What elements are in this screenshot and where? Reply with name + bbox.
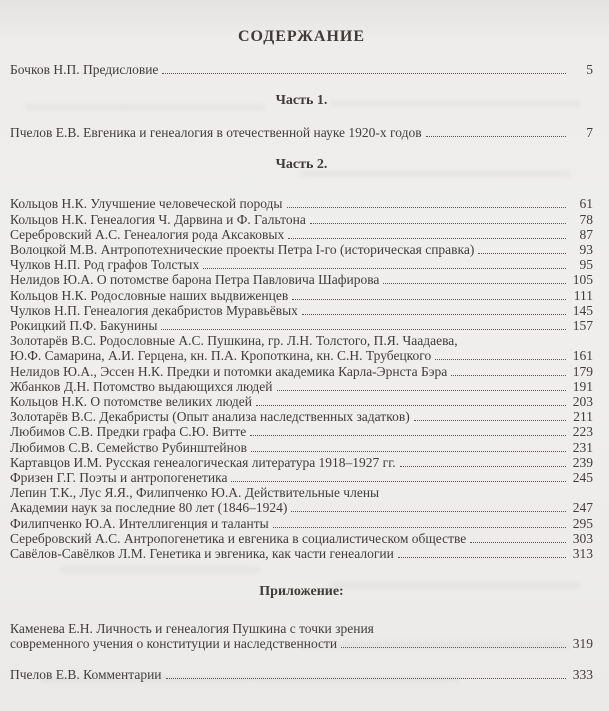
dot-leader — [256, 394, 566, 406]
entry-title: Картавцов И.М. Русская генеалогическая литература 1918–1927 гг. — [10, 454, 396, 470]
dot-leader — [398, 546, 566, 558]
toc-section — [10, 93, 593, 140]
section-heading: Приложение: — [259, 584, 344, 600]
toc-entry-row — [10, 348, 593, 363]
entry-title: Золотарёв В.С. Родословные А.С. Пушкина, гр. Л.Н. Толстого, П.Я. Чаадаева, — [10, 333, 458, 349]
dot-leader — [470, 531, 566, 543]
toc-sections — [10, 62, 593, 682]
entry-title: Нелидов Ю.А., Эссен Н.К. Предки и потомки академика Карла-Эрнста Бэра — [10, 363, 448, 379]
toc-section — [10, 157, 593, 561]
toc-entry-row — [10, 546, 593, 561]
entry-title: Пчелов Е.В. Комментарии — [10, 666, 162, 682]
entry-title: Кольцов Н.К. Улучшение человеческой породы — [10, 196, 283, 212]
entry-title: Академии наук за последние 80 лет (1846–1924) — [10, 500, 288, 516]
toc-entry-row — [10, 394, 593, 409]
entry-title: Каменева Е.Н. Личность и генеалогия Пушкина с точки зрения — [10, 621, 374, 637]
entry-page-number: 333 — [572, 666, 593, 682]
entry-page-number: 247 — [572, 500, 593, 516]
section-heading: Часть 2. — [275, 157, 328, 173]
entry-page-number: 5 — [586, 62, 593, 77]
entry-title: Нелидов Ю.А. О потомстве барона Петра Павловича Шафирова — [10, 272, 380, 288]
dot-leader — [273, 516, 566, 528]
entry-page-number: 211 — [573, 409, 593, 425]
entry-page-number: 95 — [579, 257, 593, 273]
dot-leader — [251, 440, 566, 452]
dot-leader — [277, 379, 566, 391]
dot-leader — [426, 125, 566, 137]
toc-entry-row — [10, 272, 593, 287]
entry-page-number: 245 — [572, 470, 593, 486]
toc-section — [10, 584, 593, 682]
entry-title: Пчелов Е.В. Евгеника и генеалогия в отечественной науке 1920-х годов — [10, 125, 422, 141]
entry-title: Ю.Ф. Самарина, А.И. Герцена, кн. П.А. Кропоткина, кн. С.Н. Трубецкого — [10, 348, 432, 364]
entry-title: Любимов С.В. Семейство Рубинштейнов — [10, 439, 247, 455]
toc-entry-row-continued — [10, 333, 593, 348]
toc-entry-row — [10, 242, 593, 257]
dot-leader — [250, 424, 566, 436]
toc-entry-row — [10, 288, 593, 303]
toc-entry-row — [10, 364, 593, 379]
toc-entry-row — [10, 318, 593, 333]
entry-title: Кольцов Н.К. О потомстве великих людей — [10, 394, 253, 410]
entry-title: Филипченко Ю.А. Интеллигенция и таланты — [10, 515, 269, 531]
entry-title: Чулков Н.П. Род графов Толстых — [10, 257, 200, 273]
toc-entry-row — [10, 516, 593, 531]
dot-leader — [302, 303, 566, 315]
toc-entry-row — [10, 303, 593, 318]
page-title: СОДЕРЖАНИЕ — [237, 28, 366, 45]
dot-leader — [292, 288, 566, 300]
dot-leader — [288, 227, 566, 239]
entry-page-number: 319 — [572, 636, 593, 652]
toc-entry-row — [10, 62, 593, 77]
toc-entry-row — [10, 424, 593, 439]
entry-page-number: 78 — [579, 211, 593, 227]
toc-entry-row — [10, 379, 593, 394]
entry-page-number: 87 — [579, 226, 593, 242]
dot-leader — [231, 470, 566, 482]
entry-title: современного учения о конституции и наследственности — [10, 636, 338, 652]
entry-title: Волоцкой М.В. Антропотехнические проекты Петра I-го (историческая справка) — [10, 242, 475, 258]
entry-title: Лепин Т.К., Лус Я.Я., Филипченко Ю.А. Действительные члены — [10, 485, 380, 501]
toc-entry-row — [10, 470, 593, 485]
section-heading: Часть 1. — [275, 93, 328, 109]
dot-leader — [161, 318, 566, 330]
dot-leader — [166, 667, 566, 679]
dot-leader — [451, 364, 566, 376]
entry-title: Серебровский А.С. Антропогенетика и евгеника в социалистическом обществе — [10, 530, 467, 546]
toc-entry-row — [10, 531, 593, 546]
entry-title: Кольцов Н.К. Родословные наших выдвиженцев — [10, 287, 289, 303]
dot-leader — [400, 455, 566, 467]
entry-page-number: 61 — [579, 196, 593, 212]
entry-title: Жбанков Д.Н. Потомство выдающихся людей — [10, 378, 273, 394]
entry-page-number: 145 — [572, 302, 593, 318]
toc-entry-row — [10, 196, 593, 211]
entry-title: Кольцов Н.К. Генеалогия Ч. Дарвина и Ф. Гальтона — [10, 211, 306, 227]
entry-page-number: 231 — [572, 439, 593, 455]
entry-title: Рокицкий П.Ф. Бакунины — [10, 318, 158, 334]
entry-page-number: 93 — [579, 242, 593, 258]
entry-page-number: 179 — [572, 363, 593, 379]
toc-entry-row — [10, 257, 593, 272]
toc-entry-row — [10, 455, 593, 470]
dot-leader — [162, 62, 566, 74]
toc-entry-row — [10, 125, 593, 140]
entry-title: Фризен Г.Г. Поэты и антропогенетика — [10, 470, 228, 486]
dot-leader — [310, 212, 566, 224]
entry-page-number: 7 — [586, 125, 593, 141]
toc-entry-row-continued — [10, 621, 593, 636]
dot-leader — [383, 272, 566, 284]
toc-entry-row-continued — [10, 485, 593, 500]
toc-entry-row — [10, 227, 593, 242]
entry-title: Золотарёв В.С. Декабристы (Опыт анализа наследственных задатков) — [10, 409, 410, 425]
entry-page-number: 105 — [572, 272, 593, 288]
dot-leader — [414, 409, 566, 421]
dot-leader — [478, 242, 566, 254]
entry-page-number: 295 — [572, 515, 593, 531]
toc-entry-row — [10, 636, 593, 651]
entry-title: Савёлов-Савёлков Л.М. Генетика и эвгеника, как части генеалогии — [10, 546, 394, 562]
entry-title: Бочков Н.П. Предисловие — [10, 62, 159, 77]
entry-page-number: 313 — [572, 546, 593, 562]
dot-leader — [291, 500, 566, 512]
entry-page-number: 223 — [572, 424, 593, 440]
toc-entry-row — [10, 409, 593, 424]
entry-page-number: 239 — [572, 454, 593, 470]
dot-leader — [341, 636, 566, 648]
toc-entry-row — [10, 440, 593, 455]
entry-page-number: 191 — [572, 378, 593, 394]
entry-page-number: 203 — [572, 394, 593, 410]
toc-entry-row — [10, 212, 593, 227]
toc-section — [10, 62, 593, 77]
entry-page-number: 303 — [572, 530, 593, 546]
dot-leader — [203, 257, 566, 269]
entry-page-number: 157 — [572, 318, 593, 334]
toc-entry-row — [10, 667, 593, 682]
entry-page-number: 161 — [572, 348, 593, 364]
entry-page-number: 111 — [573, 287, 593, 303]
entry-title: Чулков Н.П. Генеалогия декабристов Муравьёвых — [10, 302, 298, 318]
dot-leader — [287, 196, 567, 208]
dot-leader — [435, 348, 566, 360]
entry-title: Серебровский А.С. Генеалогия рода Аксаковых — [10, 226, 285, 242]
entry-title: Любимов С.В. Предки графа С.Ю. Витте — [10, 424, 247, 440]
toc-entry-row — [10, 500, 593, 515]
